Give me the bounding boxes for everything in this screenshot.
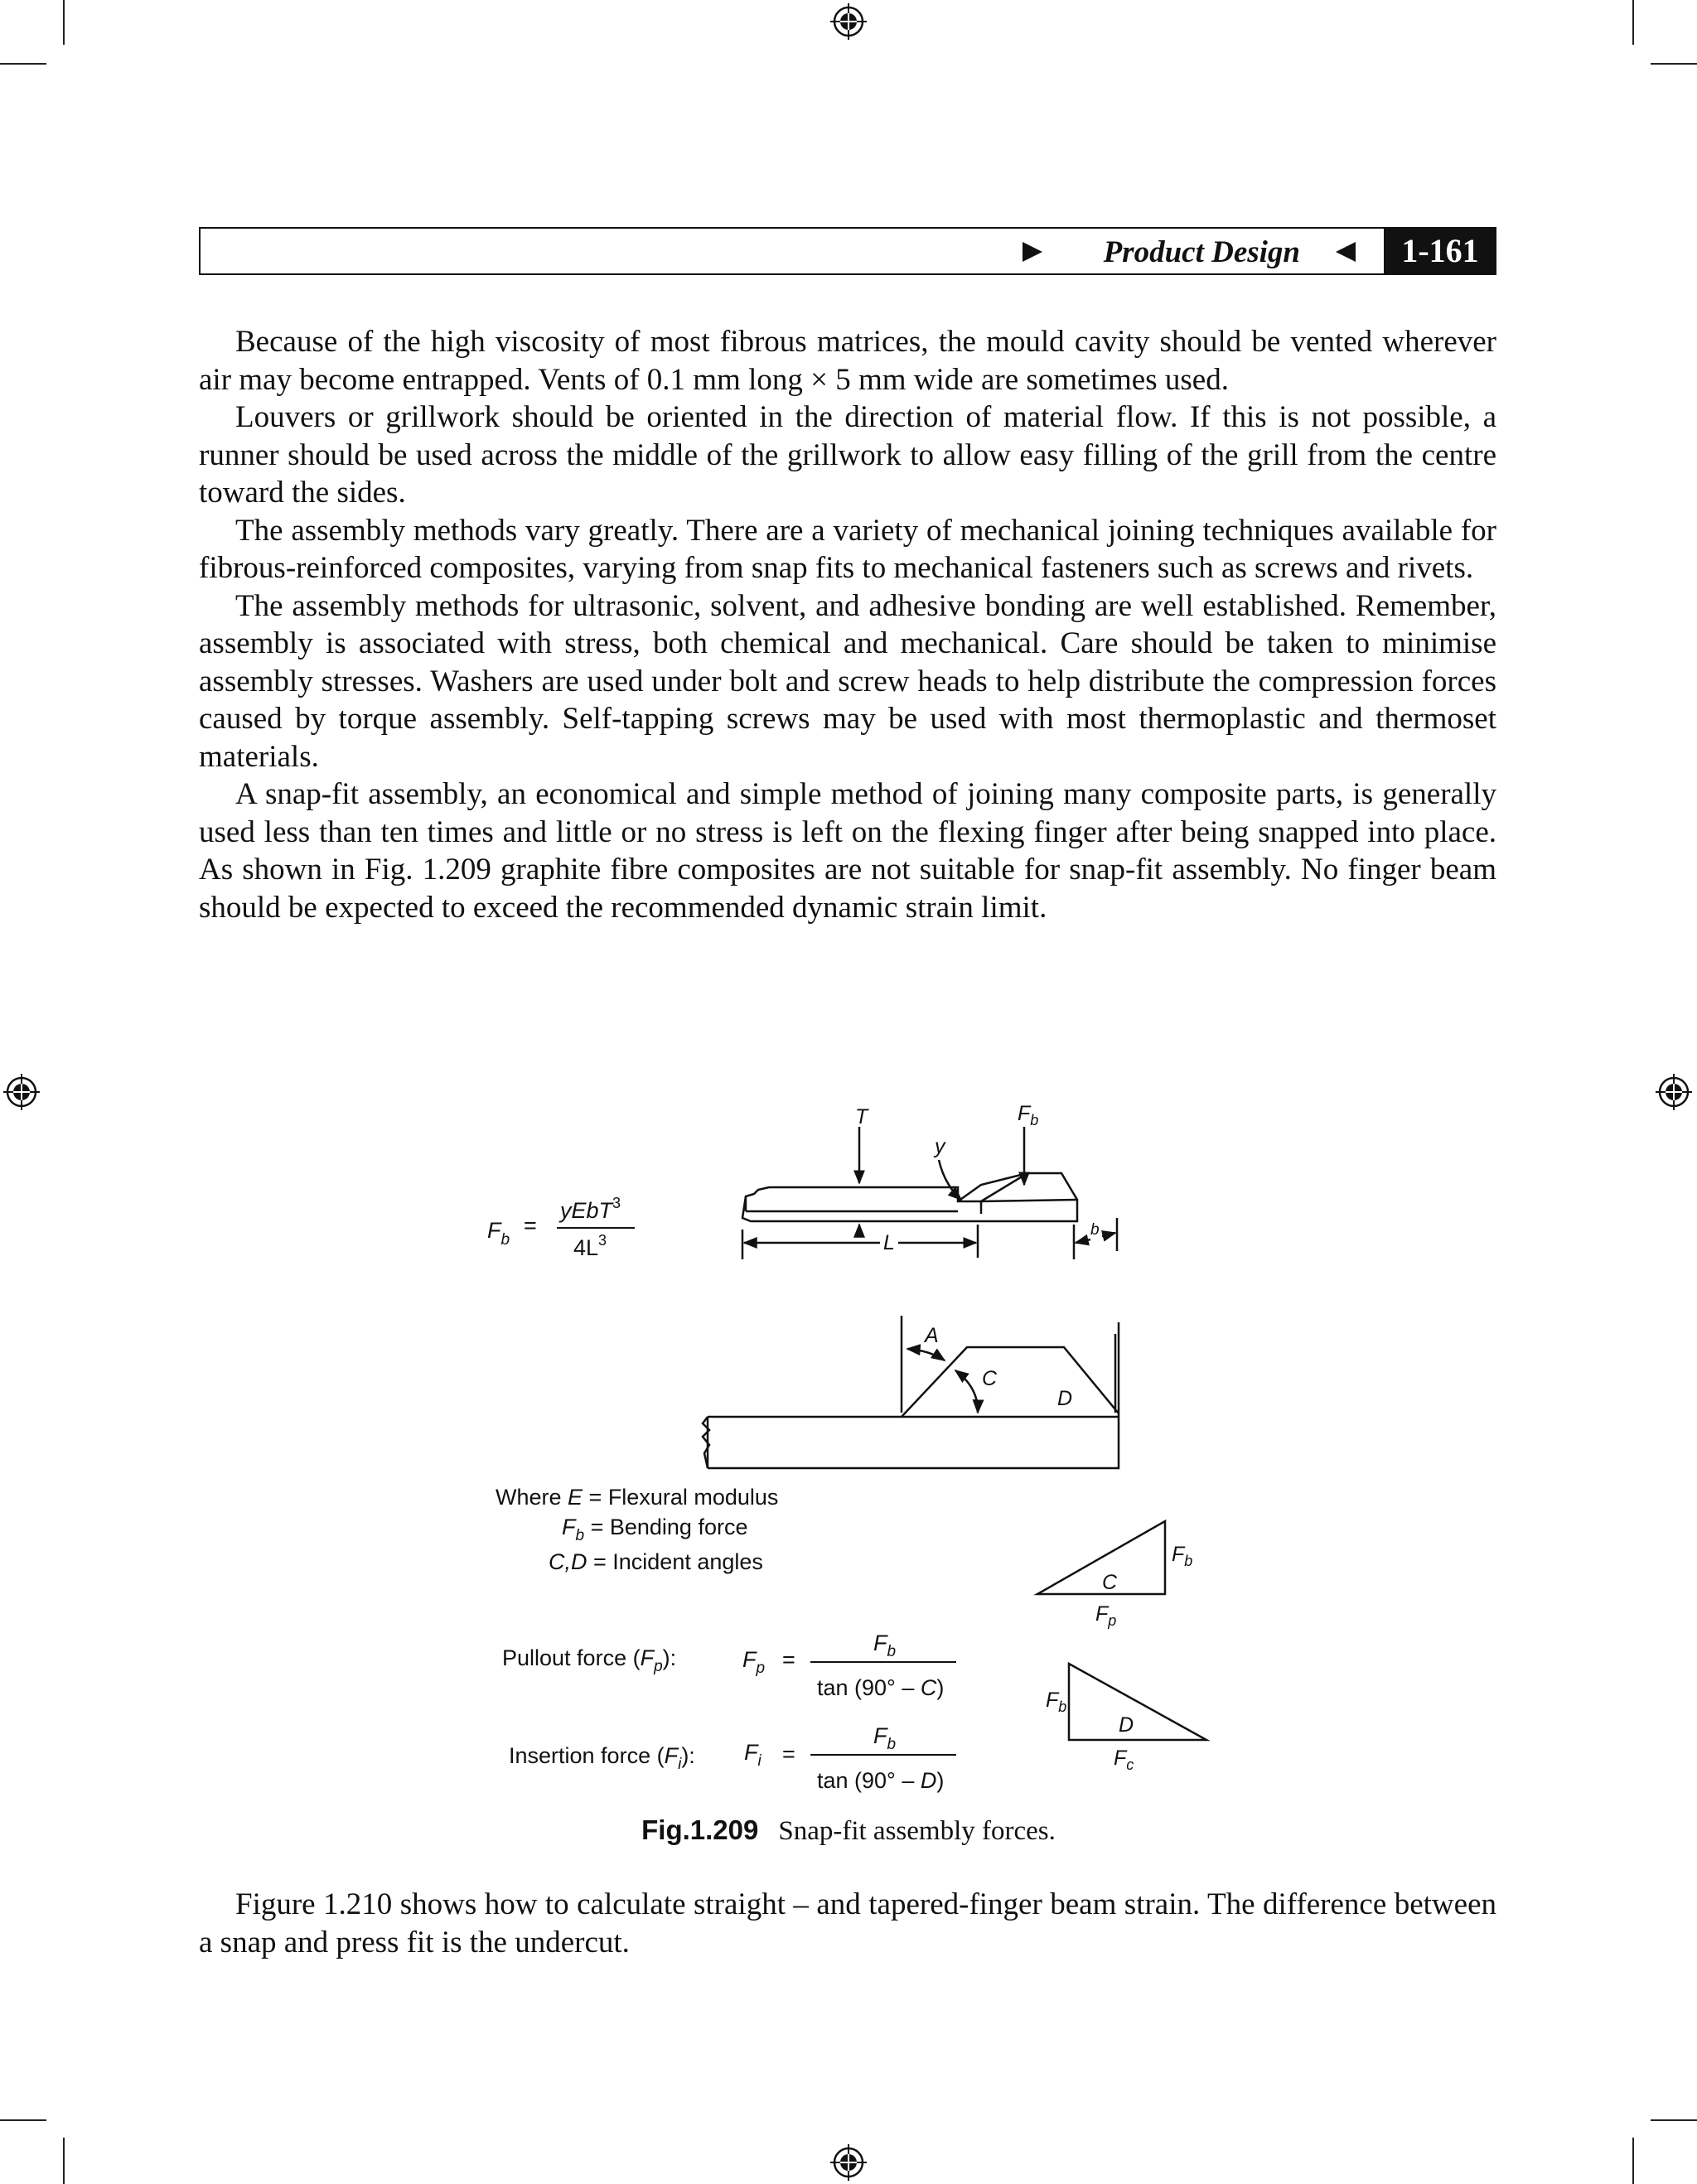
pullout-force-triangle <box>1037 1521 1192 1629</box>
bending-force-formula <box>487 1195 635 1260</box>
svg-text:Fc: $F_c$ <box>1114 1747 1134 1773</box>
paragraph: The assembly methods vary greatly. There are a variety of mechanical joining techniques available for fibrous-reinforced composites, varying from snap fits to mechanical fasteners such as screws and rivets. <box>199 513 1496 585</box>
label-C: C <box>982 1367 998 1390</box>
snap-profile-drawing <box>703 1316 1119 1468</box>
crop-mark <box>0 2119 46 2121</box>
insertion-force-formula <box>509 1723 956 1793</box>
crop-mark <box>63 2138 65 2184</box>
svg-text:Fi: $F_i$ <box>744 1740 761 1770</box>
svg-text:D: D <box>1119 1713 1134 1737</box>
paragraph: Louvers or grillwork should be oriented in the direction of material flow. If this is not possible, a runner should be used across the middle of the grillwork to allow easy filling of the grill from the centre toward the sides. <box>199 400 1496 510</box>
label-b: b <box>1090 1221 1100 1239</box>
svg-text:yEbT3: yEbT$^3$ <box>560 1195 621 1223</box>
svg-text:Fp: $F_p$ <box>742 1647 766 1677</box>
label-L: L <box>883 1231 895 1254</box>
snap-fit-figure <box>464 1094 1276 1856</box>
svg-text:Where E = Flexural modulus: Where E = Flexural modulus <box>496 1485 779 1510</box>
pullout-force-formula <box>502 1631 956 1700</box>
svg-text:C: C <box>1102 1571 1118 1594</box>
label-y: y <box>935 1135 945 1158</box>
svg-text:Insertion force (Fi):: Insertion force $(F_i)$: <box>509 1743 695 1773</box>
crop-mark <box>1651 63 1697 65</box>
chapter-title: Product Design <box>1103 235 1300 269</box>
label-A: A <box>925 1324 939 1347</box>
crop-mark <box>1651 2119 1697 2121</box>
crop-mark <box>0 63 46 65</box>
finger-beam-drawing <box>742 1127 1117 1259</box>
snap-fit-diagram <box>464 1094 1276 1814</box>
svg-text:tan (90° – D): tan (90° – D) <box>817 1768 945 1793</box>
crop-mark <box>63 0 65 45</box>
svg-text:Fb: $F_b$ <box>487 1218 510 1249</box>
svg-text:=: = <box>782 1647 795 1672</box>
svg-text:Fb: $F_b$ <box>1172 1543 1193 1569</box>
variable-definitions <box>496 1485 778 1574</box>
svg-text:Fp: $F_p$ <box>1095 1602 1117 1629</box>
svg-text:=: = <box>524 1213 537 1238</box>
paragraph: The assembly methods for ultrasonic, solvent, and adhesive bonding are well established. Remember, assembly is associated with stress, both chemical and mechanical. Care should be taken to minimise assembly stresses. Washers are used under bolt and screw heads to help distribute the compression forces caused by torque assembly. Self-tapping screws may be used with most thermoplastic and thermoset materials. <box>199 588 1496 774</box>
running-header <box>199 227 1496 275</box>
figure-label: Fig.1.209 <box>641 1814 759 1845</box>
triangle-left-icon <box>1336 242 1356 262</box>
svg-text:Fb: $F_b$ <box>873 1723 897 1753</box>
body-text <box>199 323 1496 926</box>
paragraph: A snap-fit assembly, an economical and simple method of joining many composite parts, is generally used less than ten times and little or no stress is left on the flexing finger after being snapped into place. As shown in Fig. 1.209 graphite fibre composites are not suitable for snap-fit assembly. No finger beam should be expected to exceed the recommended dynamic strain limit. <box>199 777 1496 925</box>
registration-mark-icon <box>3 1074 40 1110</box>
paragraph: Figure 1.210 shows how to calculate straight – and tapered-finger beam strain. The difference between a snap and press fit is the undercut. <box>199 1887 1496 1959</box>
registration-mark-icon <box>830 3 867 40</box>
svg-text:Fb: $F_b$ <box>1046 1689 1067 1715</box>
crop-mark <box>1632 2138 1634 2184</box>
svg-text:C,D = Incident angles: C,D = Incident angles <box>549 1549 763 1574</box>
svg-text:Fb = Bending force: $F_b$ = Bending force <box>562 1515 748 1544</box>
label-D: D <box>1057 1387 1073 1410</box>
registration-mark-icon <box>1656 1074 1692 1110</box>
label-T: T <box>855 1105 868 1128</box>
triangle-right-icon <box>1023 242 1042 262</box>
paragraph: Because of the high viscosity of most fibrous matrices, the mould cavity should be vented wherever air may become entrapped. Vents of 0.1 mm long × 5 mm wide are sometimes used. <box>199 325 1496 397</box>
crop-mark <box>1632 0 1634 45</box>
figure-caption-text: Snap-fit assembly forces. <box>778 1816 1056 1846</box>
svg-text:Fb: $F_b$ <box>873 1631 897 1660</box>
registration-mark-icon <box>830 2144 867 2181</box>
svg-text:Pullout force (Fp):: Pullout force $(F_p)$: <box>502 1645 677 1675</box>
figure-caption <box>0 1814 1697 1847</box>
svg-text:4L3: $4L^3$ <box>573 1232 607 1260</box>
svg-text:=: = <box>782 1742 795 1766</box>
page-number: 1-161 <box>1384 227 1496 275</box>
insertion-force-triangle <box>1046 1664 1206 1773</box>
label-Fb: $F_b$ <box>1018 1102 1039 1128</box>
closing-text <box>199 1886 1496 1961</box>
svg-text:tan (90° – C): tan (90° – C) <box>817 1675 945 1700</box>
